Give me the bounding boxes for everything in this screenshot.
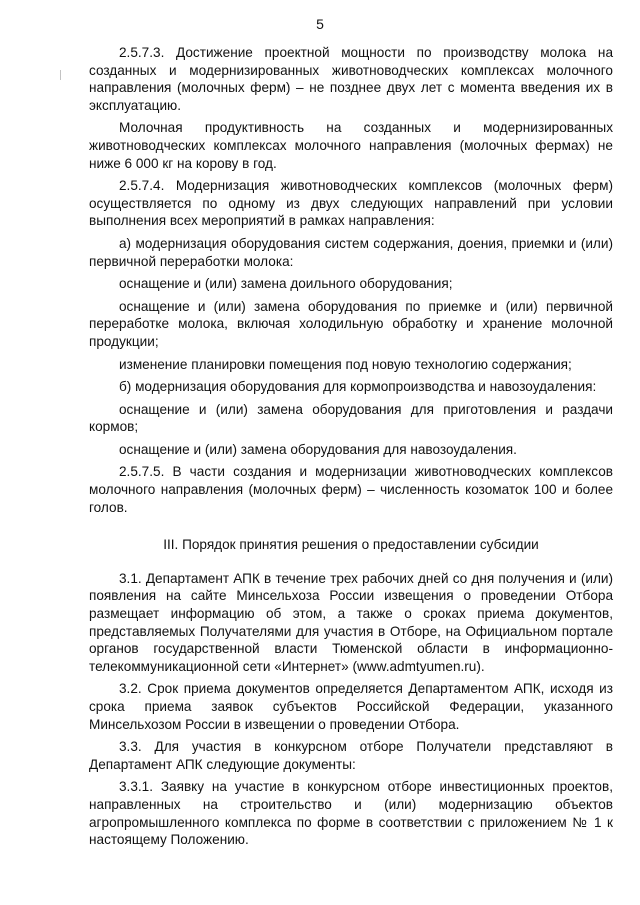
paragraph-item-b: б) модернизация оборудования для кормопроизводства и навозоудаления: — [119, 379, 597, 395]
page-number: 5 — [316, 16, 324, 32]
paragraph-2-5-7-3: 2.5.7.3. Достижение проектной мощности по производству молока на созданных и модернизированных животноводческих комплексах молочного направления (молочных ферм) – не позднее двух лет с момента введения их в эксплуатацию. — [89, 45, 613, 113]
paragraph-milk-processing-equipment: оснащение и (или) замена оборудования по приемке и (или) первичной переработке молока, включая холодильную обработку и хранение молочной продукции; — [89, 298, 613, 349]
paragraph-3-3-1: 3.3.1. Заявку на участие в конкурсном отборе инвестиционных проектов, направленных на строительство и (или) модернизацию объектов агропромышленного комплекса по форме в соответствии с приложением № 1 к настоящему Положению. — [89, 779, 613, 848]
paragraph-2-5-7-5: 2.5.7.5. В части создания и модернизации животноводческих комплексов молочного направления (молочных ферм) – численность козоматок 100 и более голов. — [89, 464, 613, 515]
paragraph-milking-equipment: оснащение и (или) замена доильного оборудования; — [119, 276, 453, 292]
section-heading: III. Порядок принятия решения о предоставлении субсидии — [163, 537, 539, 553]
paragraph-3-1: 3.1. Департамент АПК в течение трех рабочих дней со дня получения и (или) появления на сайте Минсельхоза России извещения о проведении Отбора размещает информацию об этом, а также о сроках приема документов, представляемых Получателями для участия в Отборе, на Официальном портале органов государственной власти Тюменской области в информационно-телекоммуникационной сети «Интернет» (www.admtyumen.ru). — [89, 570, 613, 674]
paragraph-2-5-7-4: 2.5.7.4. Модернизация животноводческих комплексов (молочных ферм) осуществляется по одному из двух следующих направлений при условии выполнения всех мероприятий в рамках направления: — [89, 178, 613, 229]
paragraph-3-2: 3.2. Срок приема документов определяется Департаментом АПК, исходя из срока приема заявок субъектов Российской Федерации, указанного Минсельхозом России в извещении о проведении Отбора. — [89, 681, 613, 732]
paragraph-item-a: а) модернизация оборудования систем содержания, доения, приемки и (или) первичной переработки молока: — [89, 235, 613, 269]
document-body — [89, 44, 613, 854]
paragraph-3-3: 3.3. Для участия в конкурсном отборе Получатели представляют в Департамент АПК следующие документы: — [89, 739, 613, 772]
paragraph-manure-equipment: оснащение и (или) замена оборудования для навозоудаления. — [119, 441, 517, 457]
paragraph-feed-equipment: оснащение и (или) замена оборудования для приготовления и раздачи кормов; — [89, 401, 613, 435]
paragraph-milk-productivity: Молочная продуктивность на созданных и модернизированных животноводческих комплексах молочного направления (молочных фермах) не ниже 6 000 кг на корову в год. — [89, 120, 613, 171]
scan-margin-mark — [60, 70, 61, 80]
paragraph-layout-change: изменение планировки помещения под новую технологию содержания; — [119, 356, 572, 372]
